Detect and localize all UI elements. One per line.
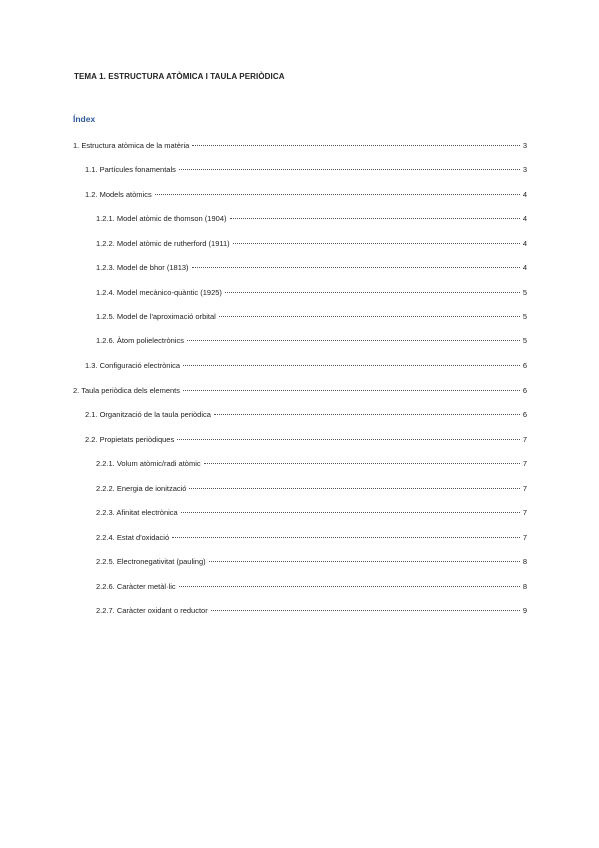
toc-entry-page: 4 (522, 263, 527, 272)
toc-entry-label: 1.3. Configuració electrònica (85, 361, 181, 370)
toc-entry-label: 1.1. Partícules fonamentals (85, 165, 176, 174)
document-title: TEMA 1. ESTRUCTURA ATÒMICA I TAULA PERIÒDICA (74, 72, 285, 81)
toc-entry-1-1[interactable] (85, 165, 527, 175)
toc-entry-page: 6 (522, 361, 527, 370)
dot-leader (214, 414, 520, 415)
toc-entry-2-2[interactable] (85, 435, 527, 445)
toc-entry-2-2-1[interactable] (96, 459, 527, 469)
toc-entry-2-2-4[interactable] (96, 533, 527, 543)
toc-entry-page: 4 (522, 239, 527, 248)
toc-entry-page: 7 (522, 508, 527, 517)
toc-entry-label: 2.2.7. Caràcter oxidant o reductor (96, 606, 208, 615)
toc-entry-label: 1.2.4. Model mecànico-quàntic (1925) (96, 288, 222, 297)
toc-entry-page: 8 (522, 557, 527, 566)
toc-entry-label: 1.2.1. Model atòmic de thomson (1904) (96, 214, 227, 223)
toc-entry-page: 4 (522, 190, 527, 199)
toc-entry-page: 7 (522, 484, 527, 493)
dot-leader (211, 610, 520, 611)
dot-leader (179, 169, 520, 170)
dot-leader (189, 488, 520, 489)
toc-entry-1-2-4[interactable] (96, 288, 527, 298)
toc-entry-label: 1.2.3. Model de bhor (1813) (96, 263, 189, 272)
toc-entry-page: 7 (522, 533, 527, 542)
toc-entry-1-2-6[interactable] (96, 336, 527, 346)
toc-entry-label: 2.1. Organització de la taula periòdica (85, 410, 211, 419)
dot-leader (183, 390, 520, 391)
toc-entry-label: 2.2. Propietats periòdiques (85, 435, 175, 444)
toc-entry-1-2[interactable] (85, 190, 527, 200)
toc-entry-2-2-2[interactable] (96, 484, 527, 494)
dot-leader (187, 340, 520, 341)
toc-entry-2-2-6[interactable] (96, 582, 527, 592)
dot-leader (192, 145, 520, 146)
toc-entry-label: 2.2.4. Estat d'oxidació (96, 533, 170, 542)
dot-leader (181, 512, 520, 513)
toc-entry-page: 3 (522, 141, 527, 150)
toc-entry-label: 2. Taula periòdica dels elements (73, 386, 181, 395)
dot-leader (230, 218, 521, 219)
toc-heading: Índex (73, 114, 96, 124)
toc-entry-page: 7 (522, 435, 527, 444)
toc-entry-2-1[interactable] (85, 410, 527, 420)
dot-leader (172, 537, 520, 538)
toc-entry-label: 2.2.1. Volum atòmic/radi atòmic (96, 459, 201, 468)
toc-entry-page: 9 (522, 606, 527, 615)
toc-entry-label: 1. Estructura atòmica de la matèria (73, 141, 190, 150)
toc-entry-2-2-7[interactable] (96, 606, 527, 616)
toc-entry-label: 1.2.5. Model de l'aproximació orbital (96, 312, 216, 321)
toc-entry-label: 1.2.6. Àtom polielectrònics (96, 336, 184, 345)
toc-entry-page: 8 (522, 582, 527, 591)
toc-entry-page: 5 (522, 336, 527, 345)
toc-entry-page: 7 (522, 459, 527, 468)
toc-entry-page: 6 (522, 410, 527, 419)
toc-entry-1-2-2[interactable] (96, 239, 527, 249)
dot-leader (177, 439, 520, 440)
toc-entry-page: 3 (522, 165, 527, 174)
dot-leader (183, 365, 520, 366)
toc-entry-1-3[interactable] (85, 361, 527, 371)
toc-entry-1[interactable] (73, 141, 527, 151)
toc-entry-2-2-3[interactable] (96, 508, 527, 518)
toc-entry-label: 1.2.2. Model atòmic de rutherford (1911) (96, 239, 230, 248)
toc-entry-page: 5 (522, 288, 527, 297)
toc-entry-label: 2.2.3. Afinitat electrònica (96, 508, 178, 517)
toc-entry-label: 2.2.2. Energia de ionització (96, 484, 187, 493)
dot-leader (225, 292, 520, 293)
toc-entry-label: 2.2.5. Electronegativitat (pauling) (96, 557, 206, 566)
dot-leader (179, 586, 520, 587)
toc-entry-label: 2.2.6. Caràcter metàl·lic (96, 582, 176, 591)
toc-entry-page: 6 (522, 386, 527, 395)
toc-entry-2[interactable] (73, 386, 527, 396)
dot-leader (209, 561, 520, 562)
dot-leader (219, 316, 520, 317)
toc-entry-page: 4 (522, 214, 527, 223)
toc-entry-2-2-5[interactable] (96, 557, 527, 567)
toc-entry-1-2-5[interactable] (96, 312, 527, 322)
dot-leader (233, 243, 520, 244)
toc-entry-1-2-3[interactable] (96, 263, 527, 273)
dot-leader (155, 194, 520, 195)
toc-entry-page: 5 (522, 312, 527, 321)
dot-leader (204, 463, 520, 464)
toc-entry-label: 1.2. Models atòmics (85, 190, 152, 199)
dot-leader (192, 267, 520, 268)
toc-entry-1-2-1[interactable] (96, 214, 527, 224)
